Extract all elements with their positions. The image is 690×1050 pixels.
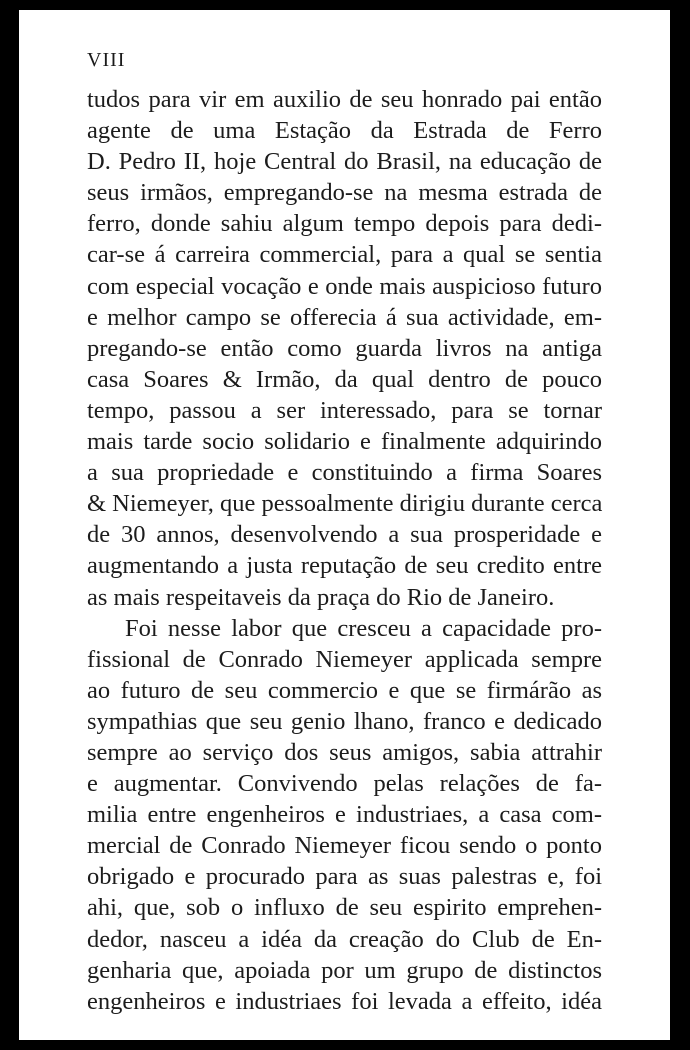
text-line: tudos para vir em auxilio de seu honrado pai então [87, 86, 602, 113]
text-line: engenheiros e industriaes foi levada a effeito, idéa [87, 987, 602, 1015]
text-line: sempre ao serviço dos seus amigos, sabia attrahir [87, 738, 602, 766]
body-text [87, 84, 602, 1017]
text-line: car-se á carreira commercial, para a qual se sentia [87, 241, 602, 269]
text-line: milia entre engenheiros e industriaes, a casa com- [87, 801, 602, 829]
text-line: fissional de Conrado Niemeyer applicada sempre [87, 645, 602, 673]
text-line: genharia que, apoiada por um grupo de distinctos [87, 956, 602, 984]
text-line: augmentando a justa reputação de seu credito entre [87, 552, 602, 580]
text-line: de 30 annos, desenvolvendo a sua prosperidade e [87, 521, 602, 549]
paragraph-1 [87, 84, 602, 613]
text-line: as mais respeitaveis da praça do Rio de Janeiro. [87, 583, 555, 611]
text-line: com especial vocação e onde mais auspicioso futuro [87, 272, 602, 300]
text-line: seus irmãos, empregando-se na mesma estrada de [87, 179, 602, 207]
text-line: D. Pedro II, hoje Central do Brasil, na educação de [87, 148, 602, 176]
text-line: & Niemeyer, que pessoalmente dirigiu durante cerca [87, 490, 603, 518]
text-line: mercial de Conrado Niemeyer ficou sendo o ponto [87, 832, 602, 860]
text-line: pregando-se então como guarda livros na antiga [87, 334, 602, 362]
text-line: dedor, nasceu a idéa da creação do Club de En- [87, 925, 602, 953]
text-line: e augmentar. Convivendo pelas relações de fa- [87, 770, 602, 798]
text-line: ahi, que, sob o influxo de seu espirito emprehen- [87, 894, 602, 922]
text-line: tempo, passou a ser interessado, para se tornar [87, 396, 602, 424]
book-page [19, 10, 670, 1040]
text-line: Foi nesse labor que cresceu a capacidade pro- [125, 614, 602, 642]
text-line: ao futuro de seu commercio e que se firmárão as [87, 676, 602, 704]
text-line: e melhor campo se offerecia á sua actividade, em- [87, 303, 602, 331]
text-line: obrigado e procurado para as suas palestras e, foi [87, 863, 602, 891]
text-line: agente de uma Estação da Estrada de Ferro [87, 117, 602, 145]
text-line: a sua propriedade e constituindo a firma Soares [87, 459, 602, 487]
text-line: ferro, donde sahiu algum tempo depois para dedi- [87, 210, 602, 238]
text-line: sympathias que seu genio lhano, franco e dedicado [87, 707, 602, 735]
text-line: casa Soares & Irmão, da qual dentro de pouco [87, 365, 602, 393]
paragraph-2 [87, 613, 602, 1017]
page-number: VIII [87, 49, 126, 71]
text-line: mais tarde socio solidario e finalmente adquirindo [87, 428, 602, 456]
